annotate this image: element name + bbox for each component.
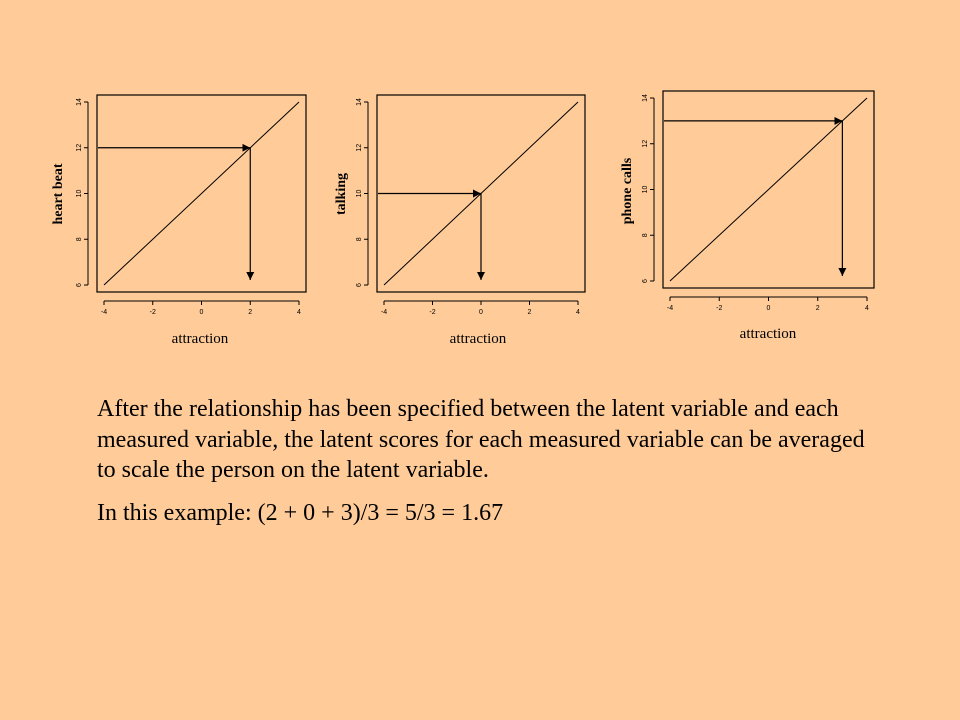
y-tick-label: 12	[356, 143, 363, 152]
x-tick-label: 0	[766, 305, 771, 312]
y-tick-label: 8	[642, 233, 649, 238]
x-tick-label: 0	[479, 309, 483, 316]
x-tick-label: 2	[248, 309, 253, 316]
x-tick-label: 4	[297, 309, 301, 316]
x-tick-label: -2	[429, 309, 436, 316]
y-tick-label: 6	[642, 279, 649, 283]
y-tick-label: 10	[356, 189, 363, 198]
y-axis-title: talking	[334, 172, 349, 216]
relationship-line	[104, 102, 299, 285]
y-tick-label: 14	[356, 98, 363, 106]
x-axis-title: attraction	[171, 331, 229, 347]
x-axis-title: attraction	[739, 326, 797, 342]
x-tick-label: 2	[815, 305, 820, 312]
x-tick-label: -2	[149, 309, 156, 316]
y-tick-label: 14	[76, 98, 83, 106]
example-formula: In this example: (2 + 0 + 3)/3 = 5/3 = 1.67	[97, 499, 504, 526]
explanation-paragraph: After the relationship has been specified between the latent variable and each measured variable, the latent scores for each measured variable can be averaged to scale the person on the latent variable.	[97, 396, 865, 483]
y-tick-label: 10	[642, 185, 649, 194]
chart-panel-1	[51, 95, 306, 347]
x-tick-label: 0	[199, 309, 204, 316]
x-tick-label: -4	[100, 309, 108, 316]
x-tick-label: -4	[666, 305, 674, 312]
chart-panel-3	[620, 91, 874, 342]
y-tick-label: 12	[76, 143, 83, 152]
x-tick-label: 4	[576, 309, 580, 316]
x-tick-label: -2	[716, 305, 723, 312]
x-axis-title: attraction	[449, 331, 507, 347]
y-tick-label: 6	[356, 283, 363, 287]
y-tick-label: 8	[356, 237, 363, 242]
chart-panel-2	[334, 95, 585, 347]
y-axis-title: phone calls	[620, 157, 635, 225]
x-tick-label: -4	[380, 309, 388, 316]
y-axis-title: heart beat	[51, 163, 66, 225]
relationship-line	[670, 98, 867, 281]
x-tick-label: 4	[865, 305, 869, 312]
y-tick-label: 12	[642, 139, 649, 148]
y-tick-label: 6	[76, 283, 83, 287]
y-tick-label: 14	[642, 94, 649, 102]
y-tick-label: 10	[76, 189, 83, 198]
x-tick-label: 2	[527, 309, 532, 316]
y-tick-label: 8	[76, 237, 83, 242]
explanation-text	[97, 394, 887, 528]
